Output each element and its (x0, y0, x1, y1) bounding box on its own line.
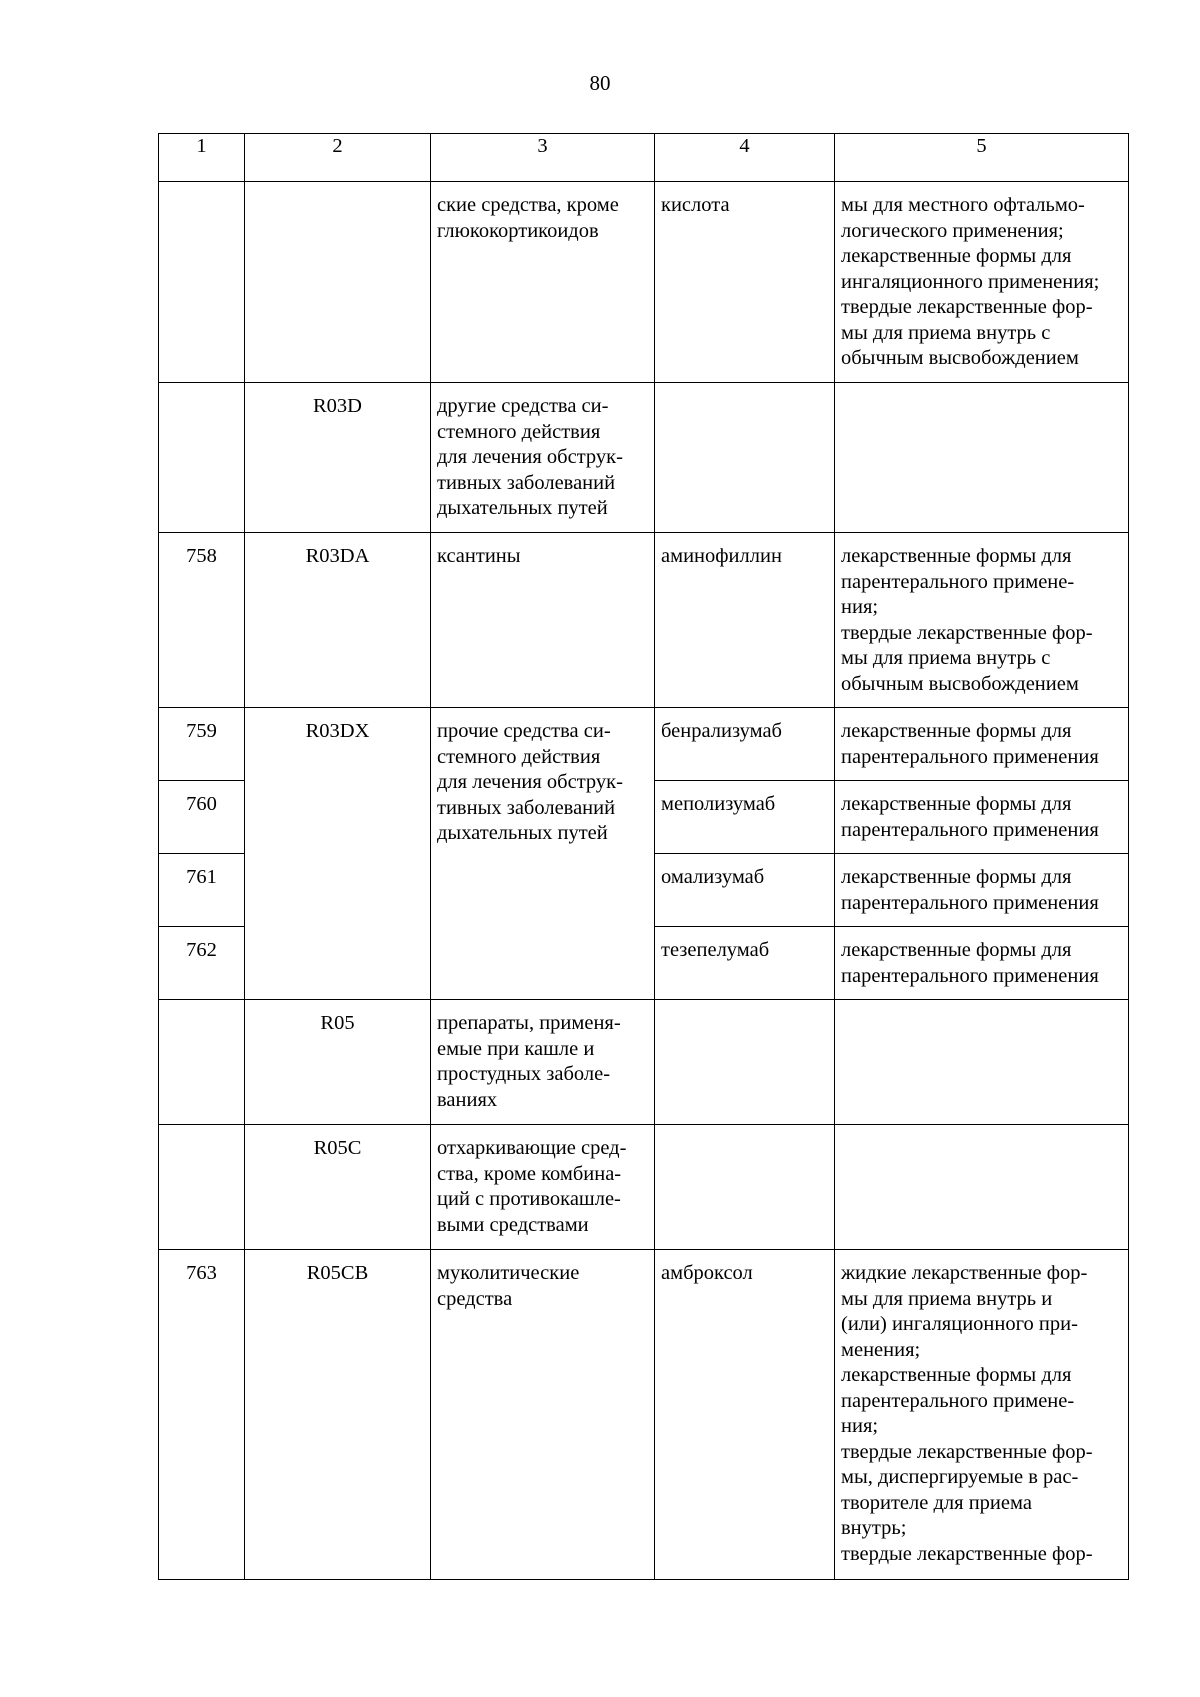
table-row (159, 708, 1129, 781)
number-cell (159, 1125, 245, 1250)
group-cell: муколитические средства (431, 1250, 655, 1580)
atc-code-cell: R03DX (245, 708, 431, 1000)
header-cell: 5 (835, 134, 1129, 182)
dosage-form-cell: лекарственные формы для парентерального применения (835, 708, 1129, 781)
atc-code-cell: R05CB (245, 1250, 431, 1580)
number-cell: 758 (159, 533, 245, 708)
header-cell: 1 (159, 134, 245, 182)
table-row (159, 182, 1129, 383)
table-row (159, 1125, 1129, 1250)
drug-cell: бенрализумаб (655, 708, 835, 781)
group-cell: ские средства, кроме глюкокортикоидов (431, 182, 655, 383)
table-row (159, 383, 1129, 533)
group-cell: отхаркивающие сред- ства, кроме комбина- ций с противокашле- выми средствами (431, 1125, 655, 1250)
number-cell: 763 (159, 1250, 245, 1580)
drug-cell (655, 1000, 835, 1125)
group-cell: прочие средства си- стемного действия для лечения обструк- тивных заболеваний дыхательных путей (431, 708, 655, 1000)
table-row (159, 1000, 1129, 1125)
group-cell: препараты, применя- емые при кашле и простудных заболе- ваниях (431, 1000, 655, 1125)
number-cell: 762 (159, 927, 245, 1000)
atc-code-cell (245, 182, 431, 383)
drug-cell: аминофиллин (655, 533, 835, 708)
group-cell: ксантины (431, 533, 655, 708)
number-cell (159, 1000, 245, 1125)
drug-cell (655, 383, 835, 533)
atc-code-cell: R03D (245, 383, 431, 533)
number-cell (159, 182, 245, 383)
table-row (159, 533, 1129, 708)
number-cell: 760 (159, 781, 245, 854)
atc-code-cell: R03DA (245, 533, 431, 708)
number-cell (159, 383, 245, 533)
dosage-form-cell: лекарственные формы для парентерального применения (835, 781, 1129, 854)
dosage-form-cell (835, 1000, 1129, 1125)
atc-code-cell: R05 (245, 1000, 431, 1125)
header-cell: 2 (245, 134, 431, 182)
group-cell: другие средства си- стемного действия для лечения обструк- тивных заболеваний дыхательных путей (431, 383, 655, 533)
drug-cell: тезепелумаб (655, 927, 835, 1000)
drug-cell: омализумаб (655, 854, 835, 927)
header-cell: 4 (655, 134, 835, 182)
table-header-row (159, 134, 1129, 182)
page-number: 80 (589, 71, 611, 95)
number-cell: 761 (159, 854, 245, 927)
drug-cell: кислота (655, 182, 835, 383)
drug-cell (655, 1125, 835, 1250)
dosage-form-cell (835, 383, 1129, 533)
dosage-form-cell: лекарственные формы для парентерального применения (835, 927, 1129, 1000)
dosage-form-cell: мы для местного офтальмо- логического применения; лекарственные формы для ингаляционного применения; твердые лекарственные фор- мы для приема внутрь с обычным высвобождением (835, 182, 1129, 383)
number-cell: 759 (159, 708, 245, 781)
atc-code-cell: R05C (245, 1125, 431, 1250)
table-row (159, 1250, 1129, 1580)
dosage-form-cell (835, 1125, 1129, 1250)
drug-list-table (158, 133, 1129, 1580)
drug-cell: амброксол (655, 1250, 835, 1580)
dosage-form-cell: жидкие лекарственные фор- мы для приема внутрь и (или) ингаляционного при- менения; лекарственные формы для парентерального примене- ния; твердые лекарственные фор- мы, диспергируемые в рас- творителе для приема внутрь; твердые лекарственные фор- (835, 1250, 1129, 1580)
dosage-form-cell: лекарственные формы для парентерального примене- ния; твердые лекарственные фор- мы для приема внутрь с обычным высвобождением (835, 533, 1129, 708)
drug-cell: меполизумаб (655, 781, 835, 854)
dosage-form-cell: лекарственные формы для парентерального применения (835, 854, 1129, 927)
header-cell: 3 (431, 134, 655, 182)
